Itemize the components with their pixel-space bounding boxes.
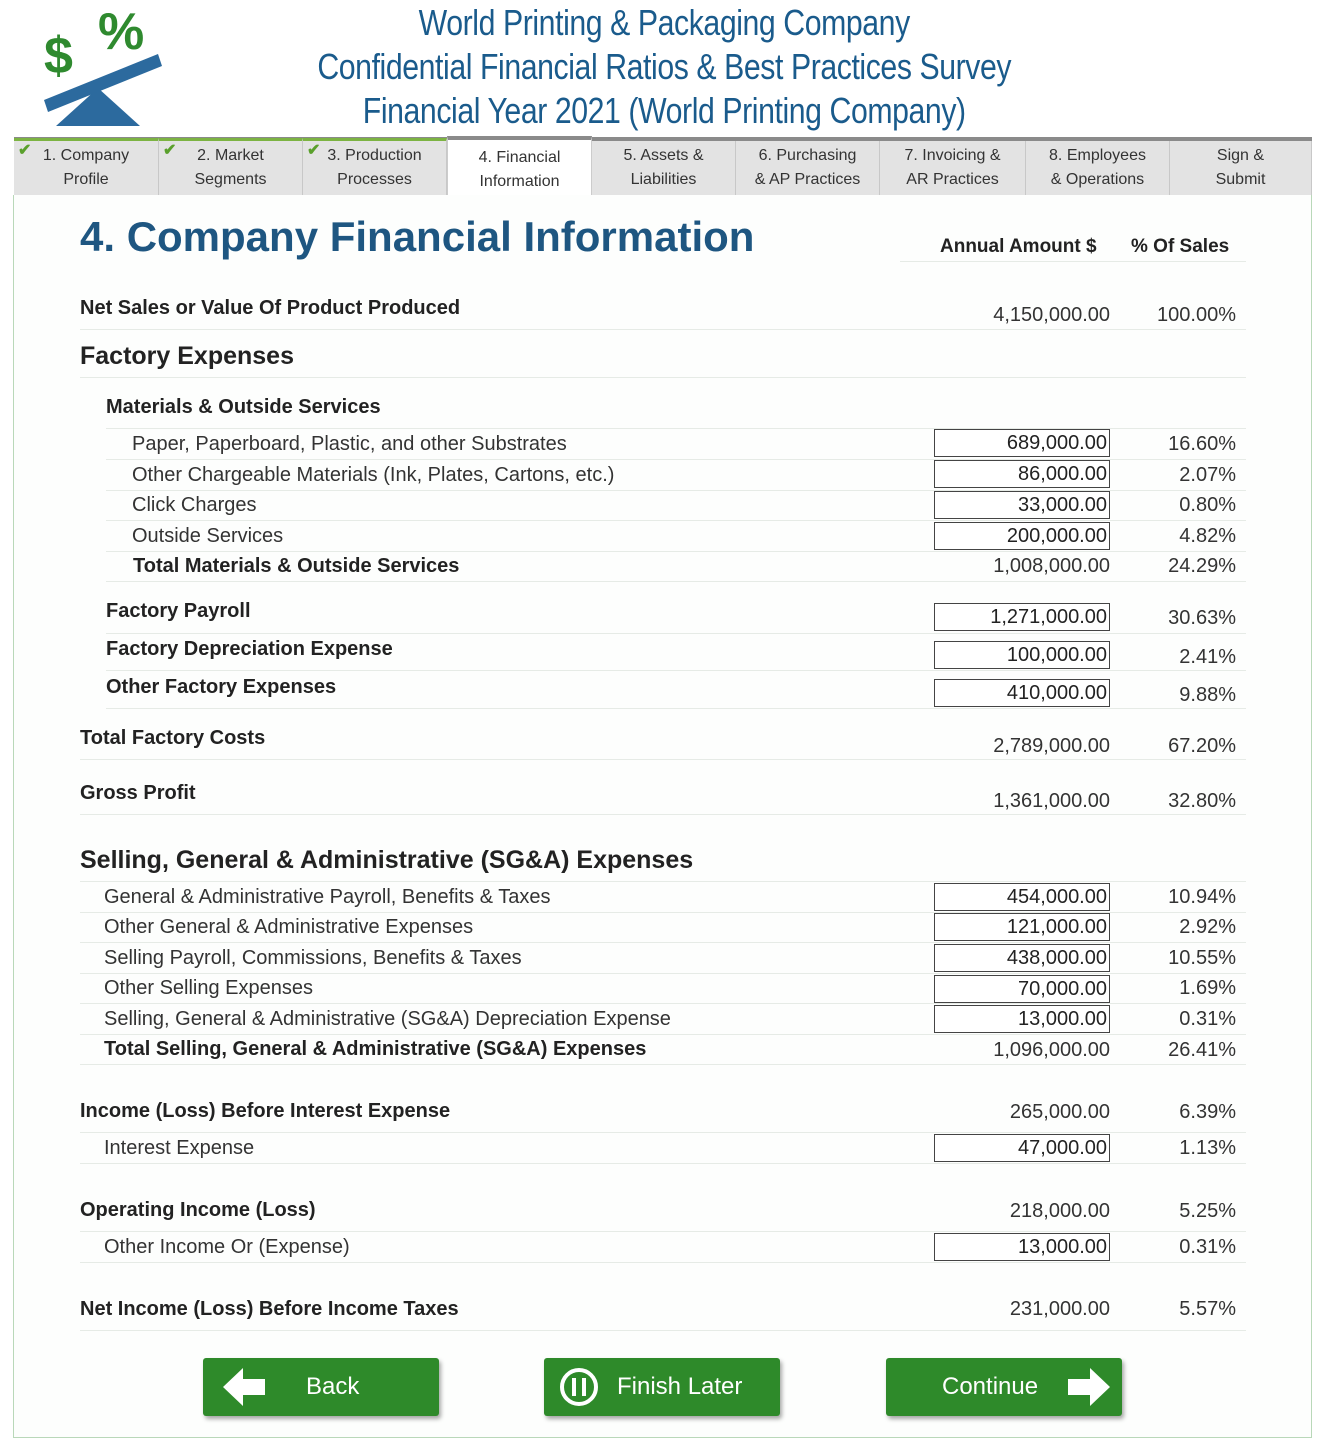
label-paper: Paper, Paperboard, Plastic, and other Substrates (132, 433, 567, 455)
divider (106, 633, 1246, 634)
tab-invoicing[interactable]: 7. Invoicing & AR Practices (880, 141, 1026, 195)
divider (80, 1003, 1246, 1004)
pct-other-ga: 2.92% (1179, 916, 1236, 938)
pct-total-sga: 26.41% (1168, 1039, 1236, 1061)
label-gross-profit: Gross Profit (80, 782, 196, 804)
divider (80, 1231, 1246, 1232)
amount-total-factory: 2,789,000.00 (993, 735, 1110, 757)
divider (900, 261, 1246, 262)
tab-assets-liabilities[interactable]: 5. Assets & Liabilities (592, 141, 736, 195)
input-interest-expense[interactable]: 47,000.00 (934, 1134, 1110, 1162)
input-ga-payroll[interactable]: 454,000.00 (934, 883, 1110, 911)
label-factory-payroll: Factory Payroll (106, 600, 251, 622)
amount-total-sga: 1,096,000.00 (993, 1039, 1110, 1061)
tab-purchasing[interactable]: 6. Purchasing & AP Practices (736, 141, 880, 195)
pct-total-materials: 24.29% (1168, 555, 1236, 577)
check-icon: ✔ (18, 142, 32, 159)
input-sga-depreciation[interactable]: 13,000.00 (934, 1005, 1110, 1033)
page-title: 4. Company Financial Information (80, 213, 755, 260)
amount-net-income: 231,000.00 (1009, 1298, 1110, 1320)
section-sga: Selling, General & Administrative (SG&A) Expenses (80, 846, 694, 874)
tab-financial-information[interactable]: 4. Financial Information (447, 136, 592, 198)
pct-net-income: 5.57% (1179, 1298, 1236, 1320)
divider (80, 942, 1246, 943)
pct-operating-income: 5.25% (1179, 1200, 1236, 1222)
divider (80, 1064, 1246, 1065)
tab-market-segments[interactable]: ✔ 2. Market Segments (159, 138, 303, 195)
amount-income-before-interest: 265,000.00 (1009, 1101, 1110, 1123)
divider (106, 708, 1246, 709)
arrow-left-icon (223, 1368, 267, 1406)
divider (80, 329, 1246, 330)
check-icon: ✔ (163, 142, 177, 159)
pct-other-income: 0.31% (1179, 1236, 1236, 1258)
pct-other-materials: 2.07% (1179, 464, 1236, 486)
pct-gross-profit: 32.80% (1168, 790, 1236, 812)
finish-later-button[interactable] (544, 1358, 780, 1416)
back-button[interactable] (203, 1358, 439, 1416)
header-survey: Confidential Financial Ratios & Best Practices Survey (317, 46, 1012, 87)
label-sga-depreciation: Selling, General & Administrative (SG&A) Depreciation Expense (104, 1008, 671, 1030)
label-income-before-interest: Income (Loss) Before Interest Expense (80, 1100, 451, 1122)
input-other-selling[interactable]: 70,000.00 (934, 975, 1110, 1003)
label-total-factory: Total Factory Costs (80, 727, 266, 749)
label-other-factory: Other Factory Expenses (106, 676, 337, 698)
logo-dollar: $ (44, 27, 73, 85)
pct-income-before-interest: 6.39% (1179, 1101, 1236, 1123)
pct-factory-depreciation: 2.41% (1179, 646, 1236, 668)
divider (80, 1132, 1246, 1133)
label-other-materials: Other Chargeable Materials (Ink, Plates, Cartons, etc.) (132, 464, 615, 486)
label-ga-payroll: General & Administrative Payroll, Benefits & Taxes (104, 886, 551, 908)
pct-other-factory: 9.88% (1179, 684, 1236, 706)
label-click-charges: Click Charges (132, 494, 257, 516)
continue-label: Continue (942, 1373, 1039, 1400)
pct-selling-payroll: 10.55% (1168, 947, 1236, 969)
label-other-ga: Other General & Administrative Expenses (104, 916, 474, 938)
pct-outside-services: 4.82% (1179, 525, 1236, 547)
label-operating-income: Operating Income (Loss) (80, 1199, 316, 1221)
amount-operating-income: 218,000.00 (1009, 1200, 1110, 1222)
divider (80, 881, 1246, 882)
tab-employees[interactable]: 8. Employees & Operations (1026, 141, 1170, 195)
input-outside-services[interactable]: 200,000.00 (934, 522, 1110, 550)
section-factory-expenses: Factory Expenses (80, 342, 294, 370)
label-materials-header: Materials & Outside Services (106, 396, 381, 418)
pct-total-factory: 67.20% (1168, 735, 1236, 757)
label-other-income: Other Income Or (Expense) (104, 1236, 350, 1258)
input-click-charges[interactable]: 33,000.00 (934, 491, 1110, 519)
amount-net-sales: 4,150,000.00 (993, 304, 1110, 326)
input-paper[interactable]: 689,000.00 (934, 429, 1110, 457)
label-factory-depreciation: Factory Depreciation Expense (106, 638, 393, 660)
input-factory-depreciation[interactable]: 100,000.00 (934, 641, 1110, 669)
input-factory-payroll[interactable]: 1,271,000.00 (934, 603, 1110, 631)
divider (80, 759, 1246, 760)
divider (80, 1262, 1246, 1263)
pct-click-charges: 0.80% (1179, 494, 1236, 516)
logo-percent: % (98, 3, 145, 61)
pct-factory-payroll: 30.63% (1168, 607, 1236, 629)
divider (106, 581, 1246, 582)
input-other-ga[interactable]: 121,000.00 (934, 913, 1110, 941)
input-other-factory[interactable]: 410,000.00 (934, 679, 1110, 707)
divider (80, 814, 1246, 815)
label-selling-payroll: Selling Payroll, Commissions, Benefits & Taxes (104, 947, 522, 969)
label-other-selling: Other Selling Expenses (104, 977, 314, 999)
back-label: Back (306, 1373, 360, 1400)
finish-later-label: Finish Later (617, 1373, 743, 1400)
label-net-sales: Net Sales or Value Of Product Produced (80, 297, 461, 319)
divider (106, 520, 1246, 521)
label-total-materials: Total Materials & Outside Services (133, 555, 460, 577)
divider (106, 551, 1246, 552)
check-icon: ✔ (307, 142, 321, 159)
pct-other-selling: 1.69% (1179, 977, 1236, 999)
divider (80, 973, 1246, 974)
pct-net-sales: 100.00% (1157, 304, 1236, 326)
input-selling-payroll[interactable]: 438,000.00 (934, 944, 1110, 972)
tab-company-profile[interactable]: ✔ 1. Company Profile (14, 138, 159, 195)
tab-production-processes[interactable]: ✔ 3. Production Processes (303, 138, 447, 195)
amount-total-materials: 1,008,000.00 (993, 555, 1110, 577)
label-outside-services: Outside Services (132, 525, 284, 547)
input-other-materials[interactable]: 86,000.00 (934, 460, 1110, 488)
divider (106, 670, 1246, 671)
divider (80, 377, 1246, 378)
column-header-amount: Annual Amount $ (940, 236, 1097, 257)
header-year: Financial Year 2021 (World Printing Company) (362, 90, 966, 131)
input-other-income[interactable]: 13,000.00 (934, 1233, 1110, 1261)
column-header-pct: % Of Sales (1131, 236, 1230, 257)
divider (80, 1330, 1246, 1331)
pct-sga-depreciation: 0.31% (1179, 1008, 1236, 1030)
label-total-sga: Total Selling, General & Administrative (SG&A) Expenses (104, 1038, 647, 1060)
pct-paper: 16.60% (1168, 433, 1236, 455)
header-company: World Printing & Packaging Company (418, 2, 910, 43)
pct-ga-payroll: 10.94% (1168, 886, 1236, 908)
label-interest-expense: Interest Expense (104, 1137, 255, 1159)
pause-icon (559, 1367, 599, 1407)
pct-interest-expense: 1.13% (1179, 1137, 1236, 1159)
continue-button[interactable] (886, 1358, 1122, 1416)
arrow-right-icon (1066, 1368, 1110, 1406)
divider (80, 1163, 1246, 1164)
label-net-income: Net Income (Loss) Before Income Taxes (80, 1298, 459, 1320)
tab-sign-submit[interactable]: Sign & Submit (1170, 141, 1312, 195)
amount-gross-profit: 1,361,000.00 (993, 790, 1110, 812)
divider (80, 1034, 1246, 1035)
